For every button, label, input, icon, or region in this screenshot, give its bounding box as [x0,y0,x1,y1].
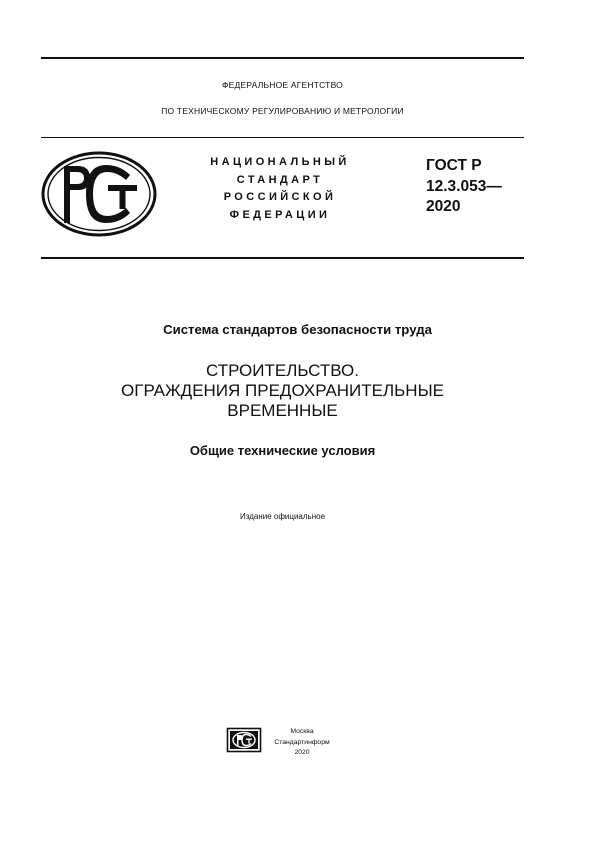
national-standard-line-1: НАЦИОНАЛЬНЫЙ [210,156,350,168]
publisher-city: Москва [290,728,314,735]
main-title [0,361,565,421]
main-title-line-2: ОГРАЖДЕНИЯ ПРЕДОХРАНИТЕЛЬНЫЕ [121,381,444,400]
standartinform-mark-icon [226,727,262,753]
series-title: Система стандартов безопасности труда [163,322,432,337]
agency-name-line-2: ПО ТЕХНИЧЕСКОМУ РЕГУЛИРОВАНИЮ И МЕТРОЛОГИИ [161,106,404,116]
national-standard-line-3: РОССИЙСКОЙ [223,191,337,204]
edition-label: Издание официальное [239,512,326,521]
top-rule [41,57,524,59]
agency-name-line-1: ФЕДЕРАЛЬНОЕ АГЕНТСТВО [222,80,343,90]
middle-rule [41,137,524,138]
standard-designation-line-3: 2020 [426,198,461,215]
rst-certification-mark-icon [40,150,158,238]
subtitle: Общие технические условия [189,443,376,458]
standard-designation-line-2: 12.3.053— [426,177,502,195]
standard-designation-line-1: ГОСТ Р [426,157,482,174]
standard-designation [426,156,502,218]
main-title-line-3: ВРЕМЕННЫЕ [227,401,338,420]
bottom-rule [41,257,524,259]
national-standard-block [185,154,375,225]
publication-year: 2020 [294,749,310,756]
publisher-name: Стандартинформ [274,738,330,746]
national-standard-line-2: СТАНДАРТ [236,173,324,186]
national-standard-line-4: ФЕДЕРАЦИИ [229,209,331,222]
main-title-line-1: СТРОИТЕЛЬСТВО. [206,361,359,380]
publisher-block [262,727,342,759]
